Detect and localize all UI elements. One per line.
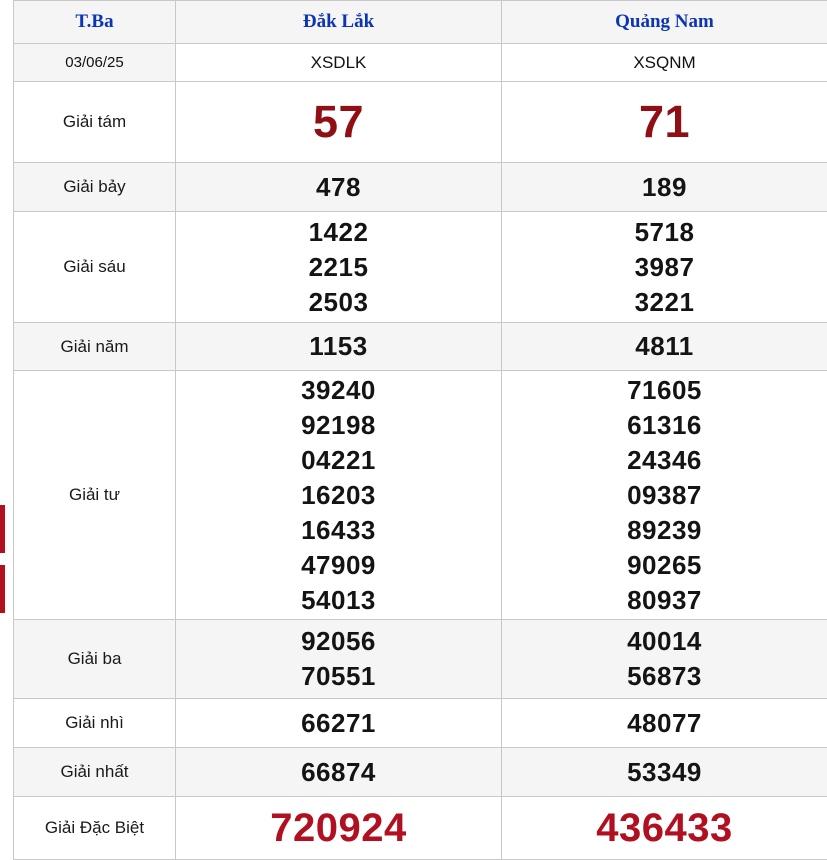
prize-values-g4-prov2: [502, 371, 827, 620]
prize-values-g8-prov2: 71: [502, 82, 827, 163]
prize-number: 71605: [502, 373, 827, 408]
prize-number: 16203: [176, 478, 501, 513]
prize-values-g4-prov1: [176, 371, 502, 620]
prize-label-special: Giải Đặc Biệt: [14, 797, 176, 860]
prize-number: 24346: [502, 443, 827, 478]
table-row: [14, 212, 827, 323]
header-day-label: T.Ba: [14, 1, 176, 44]
prize-values-g6-prov1: [176, 212, 502, 323]
prize-label-g4: Giải tư: [14, 371, 176, 620]
prize-label-g6: Giải sáu: [14, 212, 176, 323]
prize-values-g1-prov1: 66874: [176, 748, 502, 797]
prize-values-g5-prov1: 1153: [176, 323, 502, 371]
prize-number: 09387: [502, 478, 827, 513]
prize-values-special-prov1: 720924: [176, 797, 502, 860]
prize-number: 2215: [176, 250, 501, 285]
prize-values-g3-prov1: [176, 620, 502, 699]
prize-number: 70551: [176, 659, 501, 694]
edge-accent-mark-top: [0, 505, 5, 553]
header-province-2[interactable]: Quảng Nam: [502, 1, 827, 44]
prize-number: 5718: [502, 215, 827, 250]
prize-values-g6-prov2: [502, 212, 827, 323]
table-row: [14, 163, 827, 212]
prize-values-g2-prov2: 48077: [502, 699, 827, 748]
prize-label-g5: Giải năm: [14, 323, 176, 371]
prize-number: 3221: [502, 285, 827, 320]
prize-number: 04221: [176, 443, 501, 478]
prize-number: 92056: [176, 624, 501, 659]
prize-values-g7-prov2: 189: [502, 163, 827, 212]
prize-number: 89239: [502, 513, 827, 548]
table-row: [14, 797, 827, 860]
prize-number: 54013: [176, 583, 501, 618]
table-row: [14, 371, 827, 620]
prize-number: 47909: [176, 548, 501, 583]
table-row: [14, 699, 827, 748]
prize-number: 16433: [176, 513, 501, 548]
table-row: [14, 323, 827, 371]
header-province-1[interactable]: Đắk Lắk: [176, 1, 502, 44]
prize-label-g3: Giải ba: [14, 620, 176, 699]
prize-label-g1: Giải nhất: [14, 748, 176, 797]
prize-number: 92198: [176, 408, 501, 443]
prize-values-g2-prov1: 66271: [176, 699, 502, 748]
prize-number: 56873: [502, 659, 827, 694]
province-code-1: XSDLK: [176, 44, 502, 82]
prize-label-g8: Giải tám: [14, 82, 176, 163]
prize-values-g8-prov1: 57: [176, 82, 502, 163]
prize-values-g7-prov1: 478: [176, 163, 502, 212]
prize-number: 80937: [502, 583, 827, 618]
province-code-2: XSQNM: [502, 44, 827, 82]
prize-number: 39240: [176, 373, 501, 408]
prize-number: 61316: [502, 408, 827, 443]
prize-number: 3987: [502, 250, 827, 285]
prize-values-special-prov2: 436433: [502, 797, 827, 860]
table-header-row: [14, 1, 827, 44]
edge-accent-mark-bottom: [0, 565, 5, 613]
lottery-results-table: [13, 0, 827, 860]
table-subheader-row: [14, 44, 827, 82]
table-row: [14, 748, 827, 797]
prize-values-g5-prov2: 4811: [502, 323, 827, 371]
prize-number: 40014: [502, 624, 827, 659]
prize-number: 2503: [176, 285, 501, 320]
table-row: [14, 82, 827, 163]
draw-date: 03/06/25: [14, 44, 176, 82]
prize-number: 1422: [176, 215, 501, 250]
prize-number: 90265: [502, 548, 827, 583]
prize-label-g2: Giải nhì: [14, 699, 176, 748]
prize-label-g7: Giải bảy: [14, 163, 176, 212]
prize-values-g3-prov2: [502, 620, 827, 699]
table-row: [14, 620, 827, 699]
prize-values-g1-prov2: 53349: [502, 748, 827, 797]
